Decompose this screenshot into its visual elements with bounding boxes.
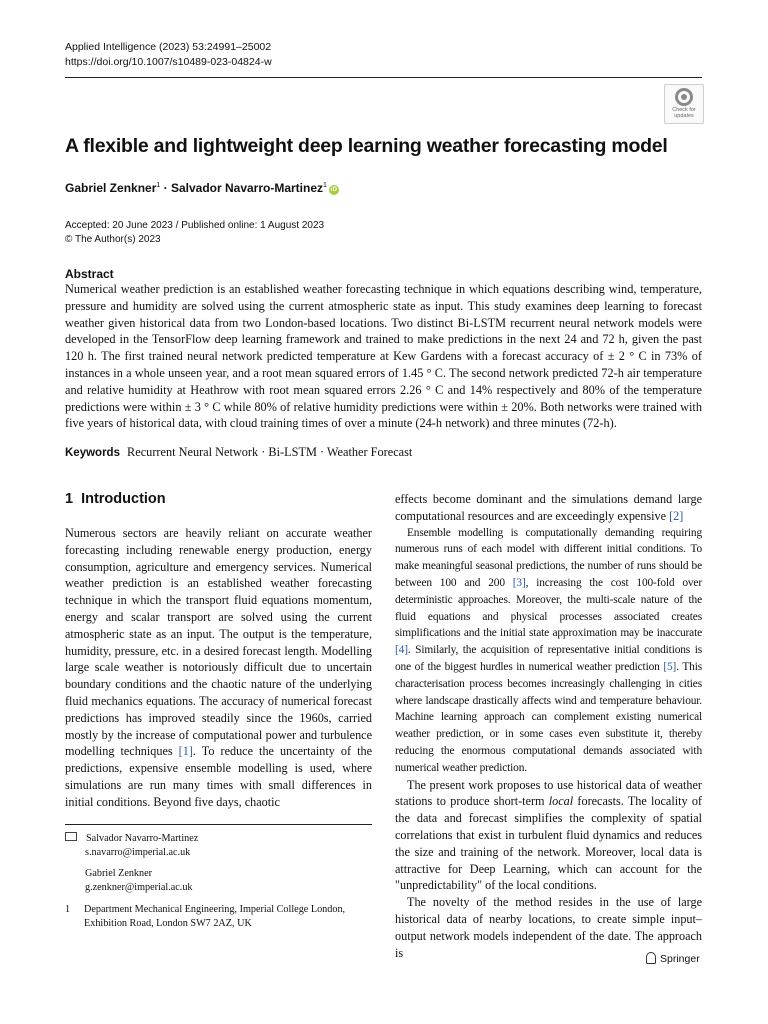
citation-link[interactable]: [2] [669, 508, 684, 523]
keywords-label: Keywords [65, 447, 120, 459]
publisher-name: Springer [660, 953, 700, 965]
paragraph-text: effects become dominant and the simulations demand large computational resources and are exceedingly expensive [395, 492, 702, 523]
author-affil-sup-2: 1 [323, 182, 327, 189]
paragraph-text: , increasing the cost 100-fold over deterministic approaches. Moreover, the multi-scale nature of the fluid equations and physical processes associated creates simplifications and the initial state approximation may be inaccurate [395, 576, 702, 640]
paragraph-text: forecasts. The locality of the data and forecast simplifies the complexity of spatial correlations that exist in turbulent fluid dynamics and reduces the size and training of the network. Moreover, local data is attractive for Deep Learning, which can account for the "unpredictability" of the local conditions. [395, 794, 702, 893]
citation-link[interactable]: [1] [178, 744, 193, 759]
header-rule [65, 77, 702, 78]
author-name-1[interactable]: Gabriel Zenkner [65, 181, 157, 195]
coauthor-name: Gabriel Zenkner [85, 868, 153, 879]
publisher-logo [646, 951, 700, 967]
springer-horse-icon [646, 952, 656, 964]
corresponding-author-email[interactable]: s.navarro@imperial.ac.uk [85, 846, 191, 858]
right-column [395, 491, 702, 961]
paragraph-text: . To reduce the uncertainty of the predictions, expensive ensemble modelling is used, where simulations are run many times with small differences in initial conditions. Beyond five days, chaotic [65, 744, 372, 809]
citation-link[interactable]: [5] [663, 660, 677, 673]
check-updates-label: Check for updates [672, 107, 696, 119]
doi-link[interactable]: https://doi.org/10.1007/s10489-023-04824-w [65, 56, 272, 68]
author-separator: · [160, 181, 171, 195]
journal-citation: Applied Intelligence (2023) 53:24991–25002 [65, 41, 272, 53]
keywords-line [65, 444, 412, 461]
coauthor-email[interactable]: g.zenkner@imperial.ac.uk [85, 881, 193, 893]
paragraph [65, 525, 372, 811]
footnote-rule [65, 824, 372, 825]
citation-link[interactable]: [3] [512, 576, 526, 589]
dates-line: Accepted: 20 June 2023 / Published online: 1 August 2023 [65, 220, 325, 231]
author-name-2[interactable]: Salvador Navarro-Martinez [170, 181, 324, 195]
paragraph-text: . This characterisation process becomes increasingly challenging in cities where landscape drastically affects wind and temperature behaviour. Machine learning approach can complement existing numerical weather prediction, or in some cases even substitute it, thereby reducing the enormous computational demands associated with numerical weather prediction. [395, 660, 702, 774]
emphasis-text: local [548, 794, 574, 809]
paragraph-text: The novelty of the method resides in the use of large historical data of nearby locations, to create simple input–output network models independent of the date. The approach is [395, 895, 702, 960]
paragraph-text: . Similarly, the acquisition of representative initial conditions is one of the biggest hurdles in numerical weather prediction [395, 644, 702, 673]
abstract-heading: Abstract [65, 267, 114, 281]
section-number: 1 [65, 491, 74, 507]
left-column [65, 525, 372, 811]
paragraph-text: Ensemble modelling is computationally demanding requiring numerous runs of each model with different initial conditions. To make meaningful seasonal predictions, the number of runs should be between 100 and 200 [395, 526, 702, 589]
orcid-icon[interactable]: iD [330, 187, 337, 193]
affiliation-text: Department Mechanical Engineering, Imperial College London, Exhibition Road, London SW7 2AZ, UK [84, 904, 346, 929]
paragraph-text: The present work proposes to use historical data of weather stations to produce short-term [395, 777, 702, 809]
abstract-text: Numerical weather prediction is an established weather forecasting technique in which equations describing wind, temperature, pressure and humidity are solved using the current atmospheric state as input. This study examines deep learning to forecast weather given historical data from two London-based locations. Two distinct Bi-LSTM recurrent neural network models were developed in the TensorFlow deep learning framework and trained to make predictions in the next 24 and 72 h, given the past 120 h. The first trained neural network predicted temperature at Kew Gardens with a forecast accuracy of ± 2 ° C in 73% of instances in a whole unseen year, and a root mean squared errors of 1.45 ° C. The second network predicted 72-h air temperature and relative humidity at Heathrow with root mean squared errors 2.26 ° C and 14% respectively and 80% of the temperature predictions were within ± 3 ° C while 80% of relative humidity predictions were within ± 20%. Both networks were trained with five years of historical data, with cloud training times of over a minute (24-h network) and three minutes (72-h). [65, 282, 702, 431]
journal-header [65, 40, 272, 70]
paragraph-text: Numerous sectors are heavily reliant on accurate weather forecasting including renewable energy production, energy consumption, agriculture and emergency services. Numerical weather prediction is an established weather forecasting technique in which the transport fluid equations momentum, energy and scalar transport are solved using the current atmospheric state as an input. The output is the temperature, humidity, pressure, etc. in a desired forecast length. Modelling large scale weather is notoriously difficult due to uncertain boundary conditions and the chaotic nature of the underlying fluid mechanics equations. The accuracy of numerical forecast predictions has improved steadily since the 1960s, carried mostly by the increase of computational power and turbulence modelling techniques [65, 526, 372, 759]
article-title: A flexible and lightweight deep learning weather forecasting model [65, 135, 668, 157]
affiliation-number: 1 [65, 904, 71, 915]
copyright-line: © The Author(s) 2023 [65, 234, 161, 245]
correspondence-block [65, 832, 198, 894]
publication-dates [65, 219, 324, 247]
author-list [65, 178, 339, 196]
section-title: Introduction [81, 491, 166, 507]
paragraph [395, 777, 702, 895]
check-updates-icon [675, 88, 693, 106]
check-for-updates-badge[interactable] [664, 84, 704, 124]
paragraph [395, 525, 702, 777]
author-affil-sup-1: 1 [156, 182, 161, 189]
citation-link[interactable]: [4] [395, 644, 408, 657]
corresponding-author-name: Salvador Navarro-Martinez [86, 833, 199, 844]
section-heading [65, 490, 166, 508]
keywords-text: Recurrent Neural Network · Bi-LSTM · Weather Forecast [127, 445, 413, 459]
envelope-icon [65, 832, 77, 841]
paragraph [395, 491, 702, 525]
